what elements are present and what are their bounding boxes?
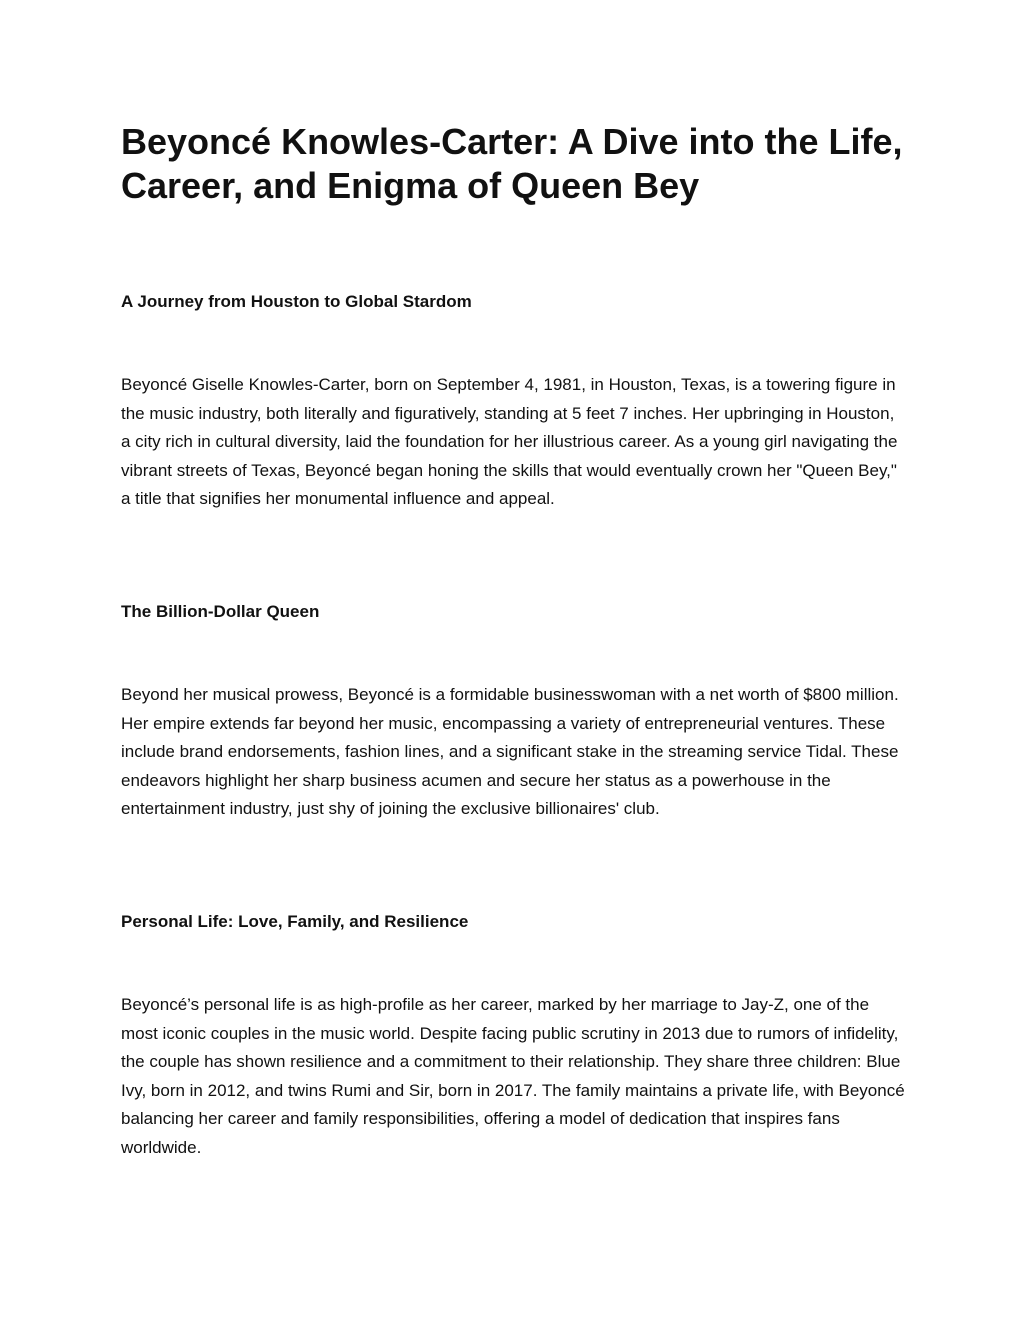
section-heading-houston: A Journey from Houston to Global Stardom bbox=[121, 292, 472, 311]
section-heading-billion-dollar: The Billion-Dollar Queen bbox=[121, 602, 320, 621]
section-paragraph-personal-life: Beyoncé’s personal life is as high-profile as her career, marked by her marriage to Jay-Z, one of the most iconic couples in the music world. Despite facing public scrutiny in 2013 due to rumors of infidelity, the couple has shown resilience and a commitment to their relationship. They share three children: Blue Ivy, born in 2012, and twins Rumi and Sir, born in 2017. The family maintains a private life, with Beyoncé balancing her career and family responsibilities, offering a model of dedication that inspires fans worldwide. bbox=[121, 995, 905, 1157]
section-heading-personal-life: Personal Life: Love, Family, and Resilience bbox=[121, 912, 469, 931]
section-paragraph-billion-dollar: Beyond her musical prowess, Beyoncé is a formidable businesswoman with a net worth of $800 million. Her empire extends far beyond her music, encompassing a variety of entrepreneurial ventures. These include brand endorsements, fashion lines, and a significant stake in the streaming service Tidal. These endeavors highlight her sharp business acumen and secure her status as a powerhouse in the entertainment industry, just shy of joining the exclusive billionaires' club. bbox=[121, 685, 899, 819]
document-title: Beyoncé Knowles-Carter: A Dive into the Life, Career, and Enigma of Queen Bey bbox=[121, 121, 903, 206]
section-paragraph-houston: Beyoncé Giselle Knowles-Carter, born on September 4, 1981, in Houston, Texas, is a towering figure in the music industry, both literally and figuratively, standing at 5 feet 7 inches. Her upbringing in Houston, a city rich in cultural diversity, laid the foundation for her illustrious career. As a young girl navigating the vibrant streets of Texas, Beyoncé began honing the skills that would eventually crown her "Queen Bey," a title that signifies her monumental influence and appeal. bbox=[121, 375, 898, 509]
